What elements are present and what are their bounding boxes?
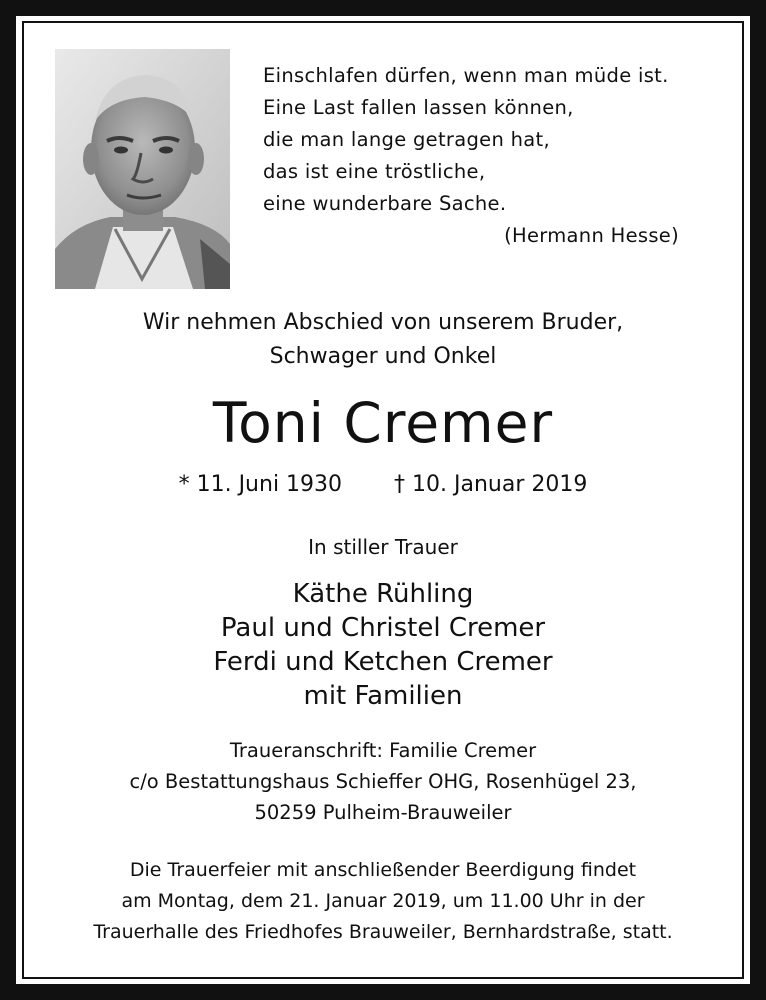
poem-author: (Hermann Hesse) [504, 224, 679, 247]
poem-line: das ist eine tröstliche, [263, 160, 486, 183]
mourning-heading: In stiller Trauer [308, 535, 458, 559]
intro-line: Wir nehmen Abschied von unserem Bruder, [142, 310, 624, 335]
poem-line: Einschlafen dürfen, wenn man müde ist. [263, 64, 669, 87]
death-date: † 10. Januar 2019 [394, 472, 588, 497]
ceremony-line: Die Trauerfeier mit anschließender Beerdigung findet [129, 859, 637, 881]
intro-line: Schwager und Onkel [269, 344, 497, 369]
poem-line: eine wunderbare Sache. [263, 192, 507, 215]
mourners-list [30, 577, 736, 713]
poem-line: Eine Last fallen lassen können, [263, 96, 574, 119]
address-line: c/o Bestattungshaus Schieffer OHG, Rosenhügel 23, [129, 770, 637, 793]
address-line: Traueranschrift: Familie Cremer [229, 739, 537, 762]
farewell-intro [30, 306, 736, 374]
mourner-name: Käthe Rühling [292, 579, 474, 609]
portrait-photo [55, 49, 230, 289]
ceremony-notice [30, 855, 736, 948]
ceremony-line: Trauerhalle des Friedhofes Brauweiler, Bernhardstraße, statt. [93, 921, 673, 943]
mourning-address [30, 735, 736, 828]
deceased-name: Toni Cremer [212, 391, 554, 455]
mourner-name: mit Familien [303, 681, 463, 711]
mourner-name: Paul und Christel Cremer [220, 613, 546, 643]
life-dates [30, 468, 736, 502]
ceremony-line: am Montag, dem 21. Januar 2019, um 11.00 Uhr in der [121, 890, 645, 912]
mourner-name: Ferdi und Ketchen Cremer [213, 647, 553, 677]
poem-quote [263, 60, 713, 252]
address-line: 50259 Pulheim-Brauweiler [254, 801, 512, 824]
poem-line: die man lange getragen hat, [263, 128, 550, 151]
birth-date: * 11. Juni 1930 [178, 472, 343, 497]
